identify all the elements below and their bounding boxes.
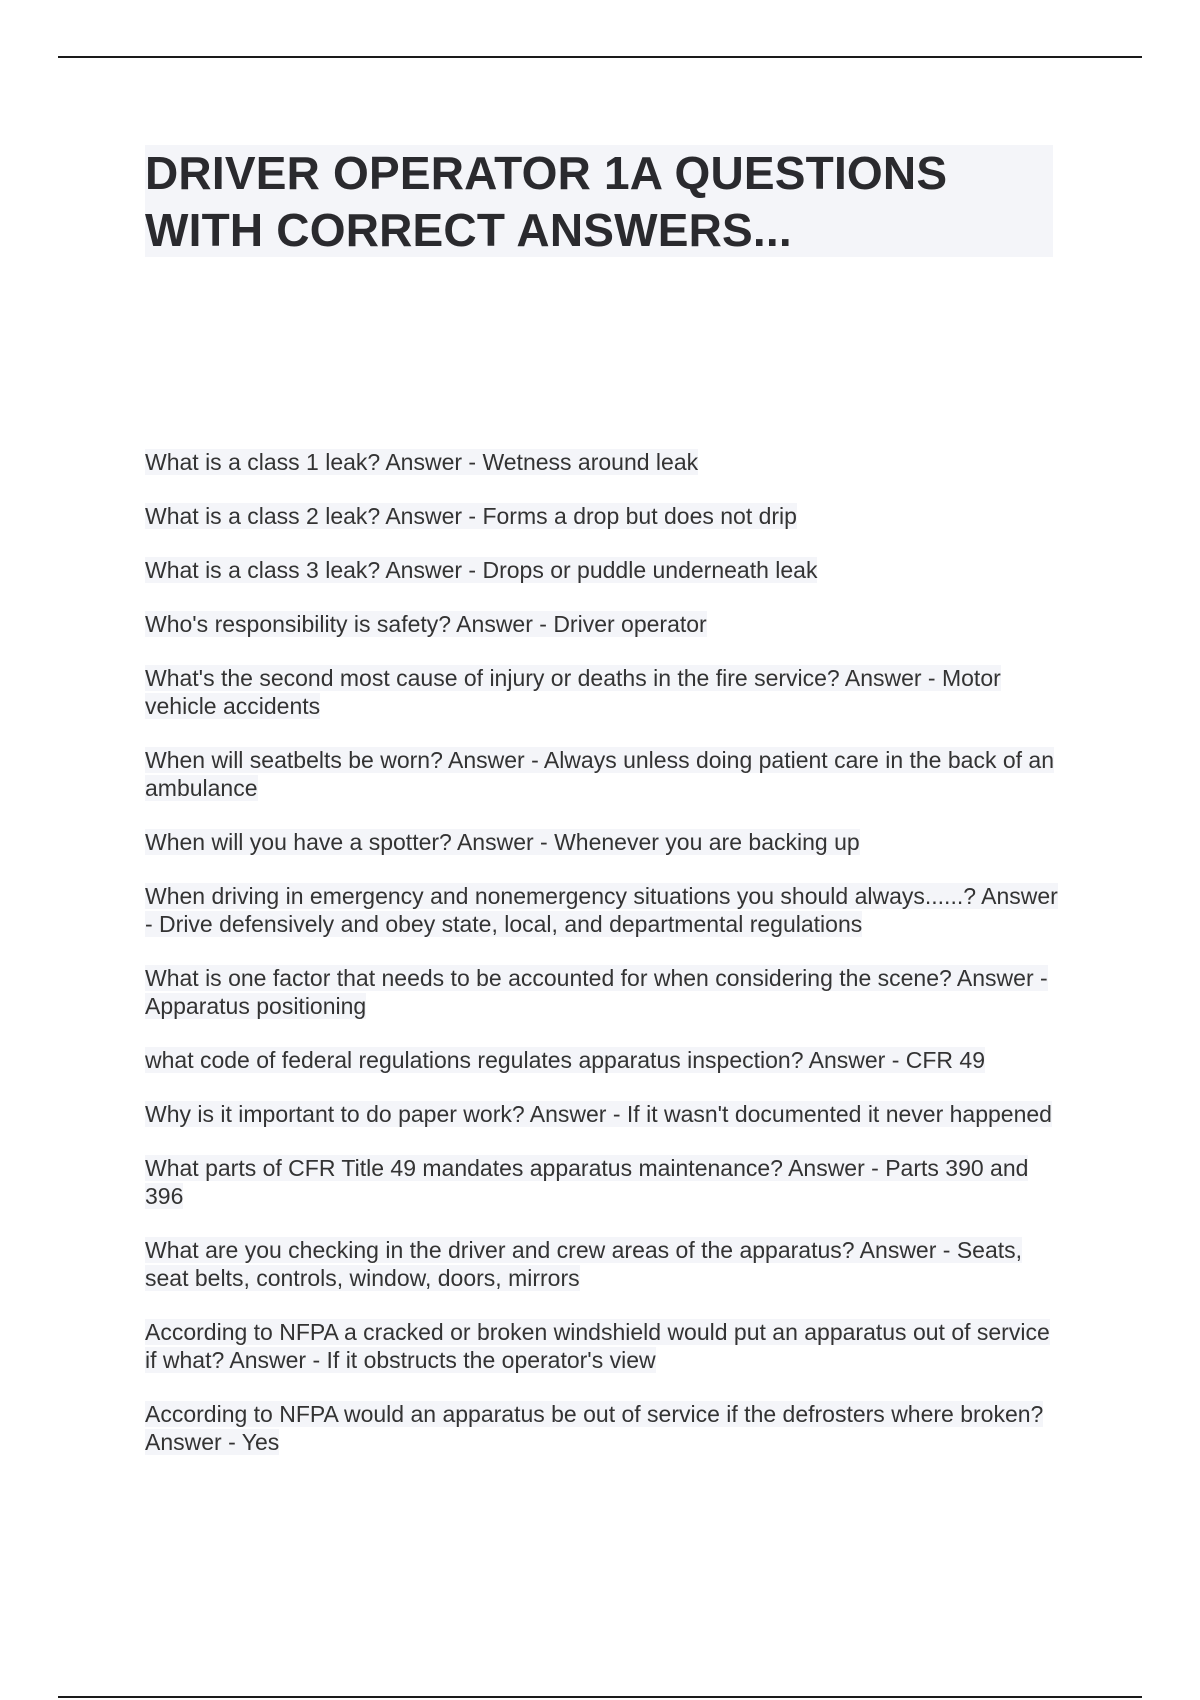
qa-item bbox=[145, 664, 1065, 720]
qa-text: What is one factor that needs to be accounted for when considering the scene? Answer - Apparatus positioning bbox=[145, 965, 1048, 1019]
title-line-2: WITH CORRECT ANSWERS... bbox=[145, 204, 792, 256]
qa-text: What is a class 1 leak? Answer - Wetness around leak bbox=[145, 449, 699, 475]
qa-text: According to NFPA would an apparatus be out of service if the defrosters where broken? Answer - Yes bbox=[145, 1401, 1044, 1455]
qa-item bbox=[145, 556, 1065, 584]
qa-text: When will seatbelts be worn? Answer - Always unless doing patient care in the back of an ambulance bbox=[145, 747, 1054, 801]
qa-item bbox=[145, 828, 1065, 856]
qa-text: What is a class 2 leak? Answer - Forms a drop but does not drip bbox=[145, 503, 797, 529]
qa-item bbox=[145, 882, 1065, 938]
qa-text: When driving in emergency and nonemergency situations you should always......? Answer - Drive defensively and obey state, local, and departmental regulations bbox=[145, 883, 1058, 937]
qa-list bbox=[145, 448, 1065, 1482]
qa-item bbox=[145, 746, 1065, 802]
qa-text: Why is it important to do paper work? Answer - If it wasn't documented it never happened bbox=[145, 1101, 1052, 1127]
bottom-divider bbox=[58, 1696, 1142, 1698]
qa-item bbox=[145, 448, 1065, 476]
title-line-1: DRIVER OPERATOR 1A QUESTIONS bbox=[145, 147, 948, 199]
qa-text: what code of federal regulations regulates apparatus inspection? Answer - CFR 49 bbox=[145, 1047, 985, 1073]
qa-item bbox=[145, 1400, 1065, 1456]
qa-item bbox=[145, 1236, 1065, 1292]
qa-text: According to NFPA a cracked or broken windshield would put an apparatus out of service if what? Answer - If it obstructs the operator's view bbox=[145, 1319, 1050, 1373]
qa-text: Who's responsibility is safety? Answer - Driver operator bbox=[145, 611, 707, 637]
qa-text: What are you checking in the driver and crew areas of the apparatus? Answer - Seats, seat belts, controls, window, doors, mirrors bbox=[145, 1237, 1023, 1291]
qa-text: What is a class 3 leak? Answer - Drops or puddle underneath leak bbox=[145, 557, 818, 583]
qa-text: What's the second most cause of injury or deaths in the fire service? Answer - Motor vehicle accidents bbox=[145, 665, 1001, 719]
qa-item bbox=[145, 1100, 1065, 1128]
top-divider bbox=[58, 56, 1142, 58]
qa-text: What parts of CFR Title 49 mandates apparatus maintenance? Answer - Parts 390 and 396 bbox=[145, 1155, 1029, 1209]
qa-item bbox=[145, 1318, 1065, 1374]
qa-text: When will you have a spotter? Answer - Whenever you are backing up bbox=[145, 829, 860, 855]
qa-item bbox=[145, 1046, 1065, 1074]
qa-item bbox=[145, 964, 1065, 1020]
qa-item bbox=[145, 502, 1065, 530]
qa-item bbox=[145, 1154, 1065, 1210]
document-title bbox=[145, 145, 1053, 257]
qa-item bbox=[145, 610, 1065, 638]
